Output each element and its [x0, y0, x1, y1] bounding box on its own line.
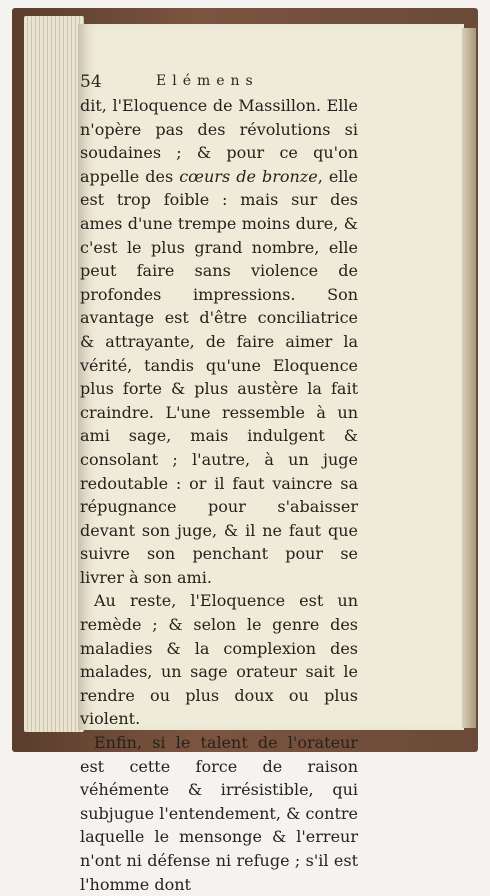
- paragraph-3-text: Enfin, si le talent de l'orateur est cette force de raison véhémente & irrésistible, qui subjugue l'entendement, & contre laquelle le mensonge & l'erreur n'ont ni défense ni refuge ; s'il est l'homme dont: [80, 733, 358, 894]
- paragraph-1: [80, 94, 358, 589]
- running-head: [80, 72, 356, 96]
- running-title: Elémens: [156, 73, 259, 89]
- paragraph-1-text-b: , elle est trop foible : mais sur des ames d'une trempe moins dure, & c'est le plus grand nombre, elle peut faire sans violence de profondes impressions. Son avantage est d'être conciliatrice & attrayante, de faire aimer la vérité, tandis qu'une Eloquence plus forte & plus austère la fait craindre. L'une ressemble à un ami sage, mais indulgent & consolant ; l'autre, à un juge redoutable : or il faut vaincre sa répugnance pour s'abaisser devant son juge, & il ne faut que suivre son penchant pour se livrer à son ami.: [80, 166, 359, 587]
- paragraph-3: [80, 731, 358, 896]
- paragraph-2-text: Au reste, l'Eloquence est un remède ; & selon le genre des maladies & la complexion des malades, un sage orateur sait le rendre ou plus doux ou plus violent.: [80, 591, 358, 729]
- paragraph-1-text-a: dit, l'Eloquence de Massillon. Elle n'opère pas des révolutions si soudaines ; & pour ce qu'on appelle des: [80, 96, 358, 186]
- page-edges-left: [24, 16, 84, 732]
- page-edges-right: [462, 28, 476, 728]
- page-number: 54: [80, 72, 102, 92]
- body-text: [80, 94, 358, 896]
- paragraph-2: [80, 589, 358, 731]
- paragraph-1-italic-phrase: cœurs de bronze: [179, 166, 318, 186]
